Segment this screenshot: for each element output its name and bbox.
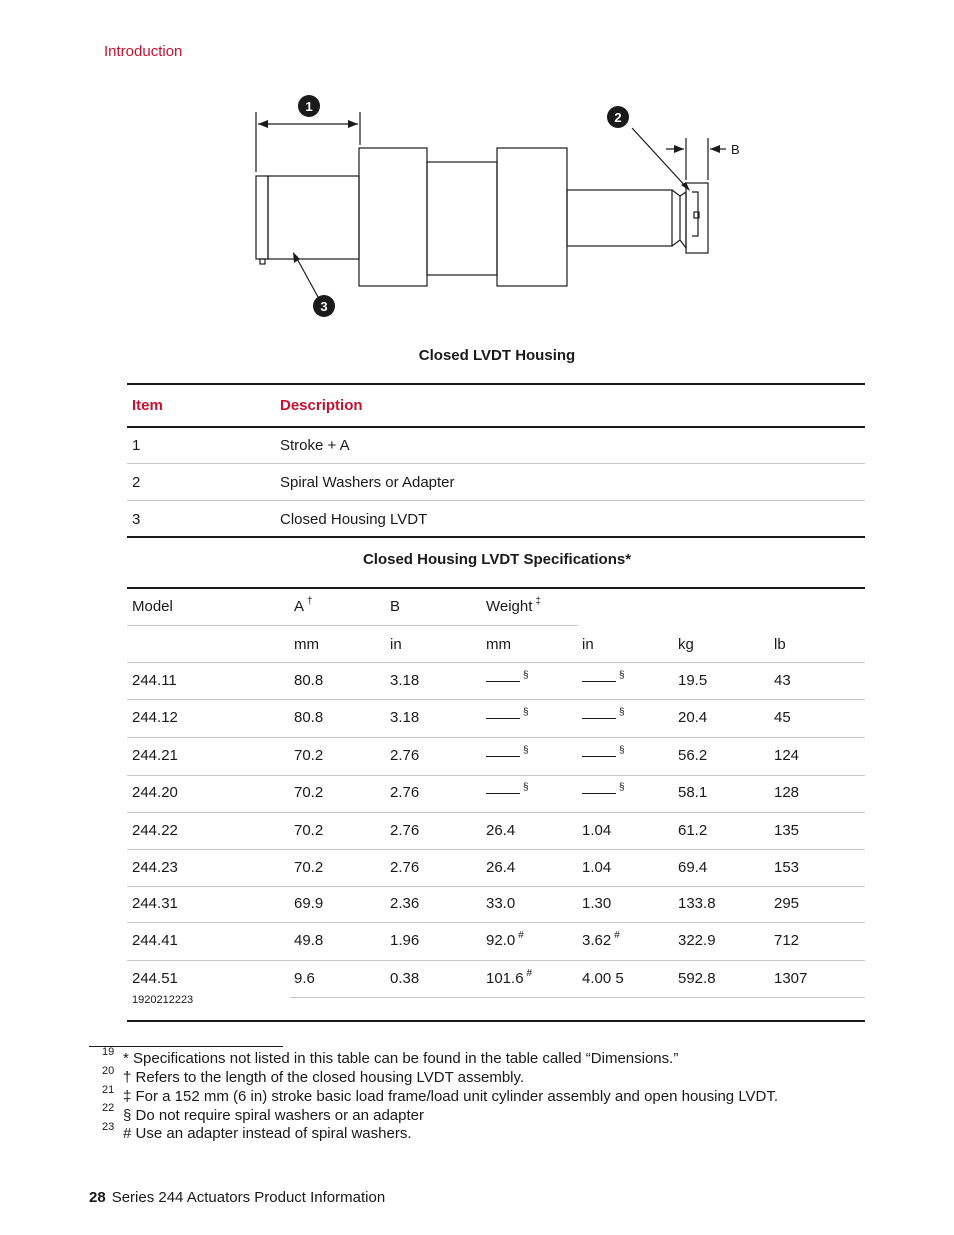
spec-cell-weight-in: 1.04 <box>582 859 612 876</box>
spec-cell-weight-mm: 26.4 <box>486 822 516 839</box>
footnote-number: 23 <box>102 1121 115 1133</box>
callout-2: 2 <box>614 110 622 125</box>
spec-row-divider <box>127 775 865 776</box>
footnote-text: § Do not require spiral washers or an adapter <box>123 1107 424 1124</box>
footnote-mark: § <box>523 745 529 756</box>
footnote-mark: § <box>619 670 625 681</box>
footnote-mark: § <box>523 670 529 681</box>
spec-cell-model: 244.20 <box>132 784 178 801</box>
not-applicable-dash <box>582 793 616 794</box>
spec-cell-weight-in: 4.00 5 <box>582 970 624 987</box>
not-applicable-dash <box>582 756 616 757</box>
spec-cell-weight-lb: 135 <box>774 822 800 839</box>
spec-cell-b-in: 3.18 <box>390 672 420 689</box>
spec-unit-b-in: in <box>390 636 402 653</box>
spec-cell-model: 244.51 <box>132 970 178 987</box>
items-row-1-description: Stroke + A <box>280 437 350 454</box>
not-applicable-dash <box>582 718 616 719</box>
footnote-number: 22 <box>102 1102 115 1114</box>
items-row-divider <box>127 500 865 501</box>
spec-cell-weight-in <box>582 784 625 801</box>
spec-cell-weight-kg: 133.8 <box>678 895 716 912</box>
page-footer <box>89 1189 385 1206</box>
footnote-text: ‡ For a 152 mm (6 in) stroke basic load frame/load unit cylinder assembly and open housing LVDT. <box>123 1088 779 1105</box>
items-row-3-item: 3 <box>132 511 141 528</box>
spec-table-top-rule <box>127 587 865 589</box>
spec-cell-weight-kg: 19.5 <box>678 672 708 689</box>
spec-cell-a-mm: 9.6 <box>294 970 315 987</box>
not-applicable-dash <box>582 681 616 682</box>
footnote-mark: § <box>619 707 625 718</box>
spec-cell-weight-kg: 322.9 <box>678 932 716 949</box>
spec-header-weight: Weight ‡ <box>486 596 541 615</box>
spec-row-divider <box>127 699 865 700</box>
spec-cell-b-in: 2.76 <box>390 747 420 764</box>
spec-cell-weight-in <box>582 672 625 689</box>
spec-subheader-rule <box>127 625 578 626</box>
footnote-number: 19 <box>102 1046 115 1058</box>
spec-cell-weight-mm <box>486 747 529 764</box>
spec-cell-b-in: 2.76 <box>390 822 420 839</box>
lvdt-housing-drawing <box>240 88 760 328</box>
not-applicable-dash <box>486 793 520 794</box>
spec-row-divider <box>127 812 865 813</box>
spec-cell-weight-kg: 58.1 <box>678 784 708 801</box>
footnote-text: * Specifications not listed in this table can be found in the table called “Dimensions.” <box>123 1050 679 1067</box>
section-label: Introduction <box>104 43 183 60</box>
spec-cell-weight-in: 1.30 <box>582 895 612 912</box>
spec-unit-weight-in: in <box>582 636 594 653</box>
spec-cell-weight-mm: 33.0 <box>486 895 516 912</box>
spec-cell-weight-lb: 1307 <box>774 970 808 987</box>
spec-row-divider <box>127 886 865 887</box>
spec-cell-model: 244.11 <box>132 672 177 689</box>
spec-footnote-refs: 1920212223 <box>132 994 194 1006</box>
spec-row-divider <box>290 997 865 998</box>
spec-header-b: B <box>390 598 401 615</box>
spec-cell-model: 244.22 <box>132 822 178 839</box>
callout-3: 3 <box>320 299 328 314</box>
spec-row-divider <box>127 922 865 923</box>
items-table-top-rule <box>127 383 865 385</box>
spec-table-caption: Closed Housing LVDT Specifications* <box>362 551 632 568</box>
dimension-b-label: B <box>731 142 740 157</box>
spec-row-divider <box>127 849 865 850</box>
spec-cell-weight-mm: 26.4 <box>486 859 516 876</box>
callout-1: 1 <box>305 99 313 114</box>
spec-cell-weight-lb: 712 <box>774 932 800 949</box>
not-applicable-dash <box>486 756 520 757</box>
not-applicable-dash <box>486 681 520 682</box>
figure-caption: Closed LVDT Housing <box>418 347 576 364</box>
spec-cell-a-mm: 70.2 <box>294 784 324 801</box>
items-header-description: Description <box>280 397 363 414</box>
footnote-mark: § <box>619 745 625 756</box>
spec-cell-a-mm: 70.2 <box>294 822 324 839</box>
footnote-mark: # <box>614 930 620 941</box>
spec-cell-weight-kg: 56.2 <box>678 747 708 764</box>
not-applicable-dash <box>486 718 520 719</box>
footnote-mark: § <box>619 782 625 793</box>
spec-cell-a-mm: 49.8 <box>294 932 324 949</box>
spec-cell-weight-mm <box>486 784 529 801</box>
spec-table-bottom-rule <box>127 1020 865 1022</box>
document-title: Series 244 Actuators Product Information <box>111 1189 386 1206</box>
footnote-number: 20 <box>102 1065 115 1077</box>
spec-cell-model: 244.41 <box>132 932 178 949</box>
footnote-number: 21 <box>102 1084 115 1096</box>
footnote-mark: # <box>518 930 524 941</box>
footnote-rule <box>89 1046 283 1047</box>
spec-cell-a-mm: 70.2 <box>294 747 324 764</box>
spec-cell-weight-lb: 43 <box>774 672 791 689</box>
footnote-mark: # <box>526 968 533 979</box>
spec-cell-model: 244.31 <box>132 895 178 912</box>
spec-cell-a-mm: 70.2 <box>294 859 324 876</box>
spec-cell-a-mm: 69.9 <box>294 895 324 912</box>
items-row-2-description: Spiral Washers or Adapter <box>280 474 455 491</box>
spec-cell-weight-kg: 20.4 <box>678 709 708 726</box>
spec-cell-b-in: 3.18 <box>390 709 420 726</box>
spec-cell-b-in: 2.76 <box>390 859 420 876</box>
spec-cell-weight-lb: 45 <box>774 709 791 726</box>
spec-cell-b-in: 2.76 <box>390 784 420 801</box>
spec-cell-weight-mm <box>486 709 529 726</box>
items-row-1-item: 1 <box>132 437 141 454</box>
spec-cell-a-mm: 80.8 <box>294 709 324 726</box>
spec-cell-weight-kg: 69.4 <box>678 859 708 876</box>
spec-cell-weight-lb: 153 <box>774 859 800 876</box>
spec-cell-b-in: 0.38 <box>390 970 420 987</box>
spec-cell-weight-in <box>582 747 625 764</box>
spec-cell-weight-mm <box>486 672 529 689</box>
spec-row-divider <box>127 737 865 738</box>
items-row-divider <box>127 463 865 464</box>
spec-unit-kg: kg <box>678 636 694 653</box>
spec-cell-model: 244.21 <box>132 747 178 764</box>
spec-cell-weight-lb: 124 <box>774 747 800 764</box>
spec-cell-a-mm: 80.8 <box>294 672 324 689</box>
spec-cell-b-in: 2.36 <box>390 895 420 912</box>
spec-cell-model: 244.12 <box>132 709 178 726</box>
spec-cell-weight-lb: 295 <box>774 895 800 912</box>
spec-cell-weight-kg: 592.8 <box>678 970 716 987</box>
items-row-2-item: 2 <box>132 474 141 491</box>
spec-header-bottom-rule <box>127 662 865 663</box>
items-table-bottom-rule <box>127 536 865 538</box>
footnote-mark: § <box>523 707 529 718</box>
spec-unit-lb: lb <box>774 636 786 653</box>
spec-unit-a-mm: mm <box>294 636 319 653</box>
spec-cell-weight-in: 1.04 <box>582 822 612 839</box>
footnote-text: † Refers to the length of the closed housing LVDT assembly. <box>123 1069 525 1086</box>
spec-cell-weight-in: 3.62 # <box>582 930 620 949</box>
spec-cell-weight-mm: 92.0 # <box>486 930 524 949</box>
spec-cell-weight-kg: 61.2 <box>678 822 708 839</box>
footnote-mark: § <box>523 782 529 793</box>
page-number: 28 <box>89 1189 106 1206</box>
spec-header-model: Model <box>132 598 173 615</box>
items-header-item: Item <box>132 397 163 414</box>
spec-cell-weight-in <box>582 709 625 726</box>
spec-row-divider <box>127 960 865 961</box>
spec-header-a: A † <box>294 596 313 615</box>
footnote-text: # Use an adapter instead of spiral washers. <box>123 1125 412 1142</box>
spec-cell-b-in: 1.96 <box>390 932 420 949</box>
spec-unit-weight-mm: mm <box>486 636 511 653</box>
spec-cell-model: 244.23 <box>132 859 178 876</box>
items-row-3-description: Closed Housing LVDT <box>280 511 428 528</box>
spec-cell-weight-mm: 101.6 # <box>486 968 533 987</box>
spec-cell-weight-lb: 128 <box>774 784 800 801</box>
items-table-header-rule <box>127 426 865 428</box>
